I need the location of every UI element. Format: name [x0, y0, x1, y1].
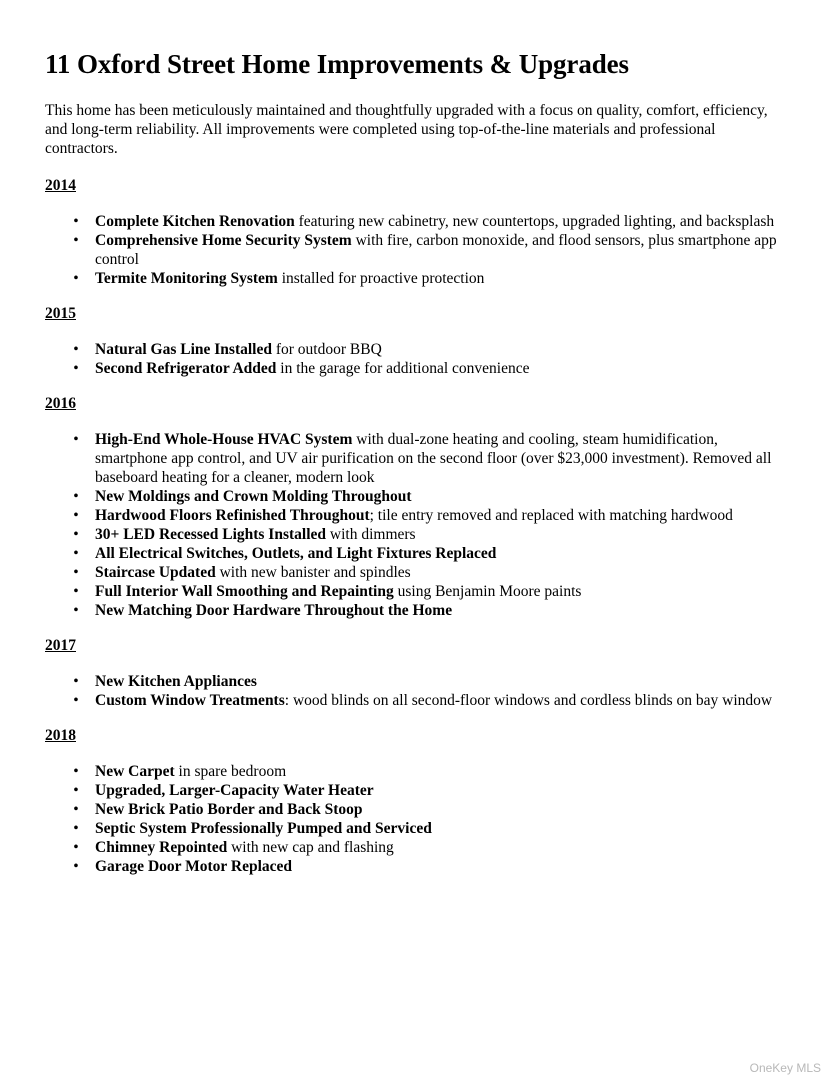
- item-description: with dimmers: [326, 526, 416, 543]
- list-item: [45, 359, 785, 378]
- item-title: High-End Whole-House HVAC System: [95, 431, 353, 448]
- watermark-text: OneKey MLS: [749, 1061, 821, 1075]
- list-item: [45, 231, 785, 269]
- list-item: [45, 857, 785, 876]
- year-item-list: [45, 672, 785, 710]
- bullet-icon: •: [73, 839, 79, 856]
- item-title: Second Refrigerator Added: [95, 360, 277, 377]
- bullet-icon: •: [73, 213, 79, 230]
- bullet-icon: •: [73, 820, 79, 837]
- item-description: with dual-zone heating and cooling, steam humidification, smartphone app control, and UV air purification on the second floor (over $23,000 investment). Removed all baseboard heating for a cleaner, modern look: [95, 431, 772, 486]
- bullet-icon: •: [73, 763, 79, 780]
- item-title: Septic System Professionally Pumped and Serviced: [95, 820, 432, 837]
- bullet-icon: •: [73, 270, 79, 287]
- list-item: [45, 601, 785, 620]
- item-description: with new cap and flashing: [227, 839, 394, 856]
- bullet-icon: •: [73, 583, 79, 600]
- list-item: [45, 430, 785, 487]
- item-title: Hardwood Floors Refinished Throughout: [95, 507, 370, 524]
- list-item: [45, 487, 785, 506]
- item-title: New Carpet: [95, 763, 175, 780]
- item-description: : wood blinds on all second-floor windows and cordless blinds on bay window: [284, 692, 773, 709]
- list-item: [45, 269, 785, 288]
- bullet-icon: •: [73, 858, 79, 875]
- item-description: installed for proactive protection: [277, 270, 485, 287]
- year-heading: 2015: [45, 305, 76, 322]
- item-title: Upgraded, Larger-Capacity Water Heater: [95, 782, 374, 799]
- item-title: New Kitchen Appliances: [95, 673, 257, 690]
- year-heading: 2018: [45, 727, 76, 744]
- list-item: [45, 800, 785, 819]
- list-item: [45, 781, 785, 800]
- item-description: in the garage for additional convenience: [276, 360, 530, 377]
- item-title: Termite Monitoring System: [95, 270, 278, 287]
- item-description: featuring new cabinetry, new countertops, upgraded lighting, and backsplash: [294, 213, 775, 230]
- bullet-icon: •: [73, 360, 79, 377]
- item-title: Chimney Repointed: [95, 839, 228, 856]
- item-title: 30+ LED Recessed Lights Installed: [95, 526, 327, 543]
- item-title: Garage Door Motor Replaced: [95, 858, 293, 875]
- bullet-icon: •: [73, 431, 79, 448]
- list-item: [45, 582, 785, 601]
- bullet-icon: •: [73, 692, 79, 709]
- item-title: Natural Gas Line Installed: [95, 341, 272, 358]
- year-item-list: [45, 430, 785, 620]
- bullet-icon: •: [73, 232, 79, 249]
- intro-paragraph: This home has been meticulously maintained and thoughtfully upgraded with a focus on quality, comfort, efficiency, and long-term reliability. All improvements were completed using top-of-the-line materials and professional contractors.: [45, 102, 768, 157]
- list-item: [45, 506, 785, 525]
- item-title: New Brick Patio Border and Back Stoop: [95, 801, 363, 818]
- year-item-list: [45, 762, 785, 876]
- bullet-icon: •: [73, 526, 79, 543]
- item-title: All Electrical Switches, Outlets, and Light Fixtures Replaced: [95, 545, 497, 562]
- item-description: with new banister and spindles: [215, 564, 411, 581]
- page-title: 11 Oxford Street Home Improvements & Upgrades: [45, 49, 629, 79]
- bullet-icon: •: [73, 782, 79, 799]
- year-heading: 2014: [45, 177, 76, 194]
- item-title: Full Interior Wall Smoothing and Repainting: [95, 583, 394, 600]
- list-item: [45, 544, 785, 563]
- bullet-icon: •: [73, 341, 79, 358]
- list-item: [45, 525, 785, 544]
- list-item: [45, 340, 785, 359]
- item-description: ; tile entry removed and replaced with matching hardwood: [369, 507, 733, 524]
- bullet-icon: •: [73, 545, 79, 562]
- bullet-icon: •: [73, 673, 79, 690]
- item-title: New Moldings and Crown Molding Throughout: [95, 488, 412, 505]
- document-page: [45, 47, 785, 892]
- item-title: Custom Window Treatments: [95, 692, 285, 709]
- improvements-list: [45, 176, 785, 876]
- list-item: [45, 212, 785, 231]
- bullet-icon: •: [73, 488, 79, 505]
- list-item: [45, 672, 785, 691]
- year-item-list: [45, 212, 785, 288]
- item-title: Comprehensive Home Security System: [95, 232, 352, 249]
- item-title: Staircase Updated: [95, 564, 216, 581]
- list-item: [45, 762, 785, 781]
- bullet-icon: •: [73, 564, 79, 581]
- list-item: [45, 563, 785, 582]
- year-heading: 2016: [45, 395, 76, 412]
- item-description: with fire, carbon monoxide, and flood sensors, plus smartphone app control: [95, 232, 777, 268]
- item-title: New Matching Door Hardware Throughout the Home: [95, 602, 453, 619]
- item-description: in spare bedroom: [174, 763, 287, 780]
- bullet-icon: •: [73, 801, 79, 818]
- item-description: for outdoor BBQ: [271, 341, 382, 358]
- list-item: [45, 838, 785, 857]
- list-item: [45, 691, 785, 710]
- item-title: Complete Kitchen Renovation: [95, 213, 295, 230]
- year-heading: 2017: [45, 637, 76, 654]
- item-description: using Benjamin Moore paints: [393, 583, 582, 600]
- bullet-icon: •: [73, 507, 79, 524]
- list-item: [45, 819, 785, 838]
- year-item-list: [45, 340, 785, 378]
- bullet-icon: •: [73, 602, 79, 619]
